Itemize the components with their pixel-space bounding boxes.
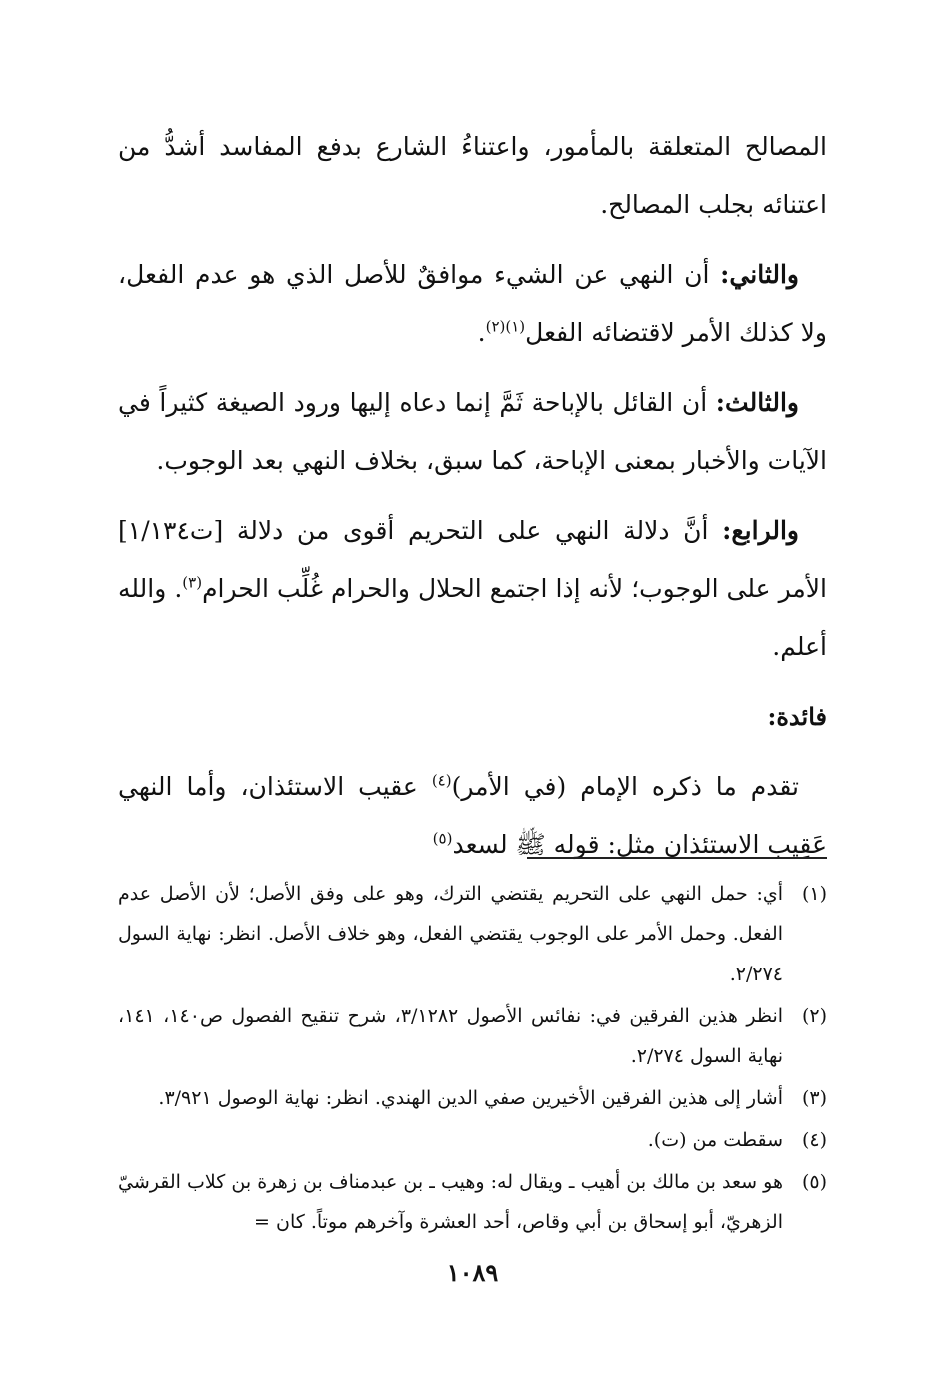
footnote-number: (٣) xyxy=(801,1087,827,1109)
footnote-text: أشار إلى هذين الفرقين الأخيرين صفي الدين الهندي. انظر: نهاية الوصول ٣/٩٢١. xyxy=(158,1087,783,1109)
paragraph-1 xyxy=(118,118,827,234)
footnotes xyxy=(118,874,827,1244)
footnote-ref-2[interactable]: (٢) xyxy=(485,317,506,336)
paragraph-2-lead: والثاني: xyxy=(720,260,799,289)
footnote-number: (٢) xyxy=(801,1005,827,1027)
paragraph-4-tail: . والله أعلم. xyxy=(118,574,827,661)
footnote-ref-1[interactable]: (١) xyxy=(505,317,526,336)
paragraph-5-text-b: عقيب الاستئذان، وأما النهي عَقِيب الاستئذان مثل: قوله ﷺ لسعد xyxy=(118,772,827,859)
paragraph-3-text: أن القائل بالإباحة ثَمَّ إنما دعاه إليها ورود الصيغة كثيراً في الآيات والأخبار بمعنى الإباحة، كما سبق، بخلاف النهي بعد الوجوب. xyxy=(118,388,827,475)
paragraph-5-text-a: تقدم ما ذكره الإمام (في الأمر) xyxy=(451,772,799,801)
footnote-text: أي: حمل النهي على التحريم يقتضي الترك، وهو على وفق الأصل؛ لأن الأصل عدم الفعل. وحمل الأمر على الوجوب يقتضي الفعل، وهو خلاف الأصل. انظر: نهاية السول ٢/٢٧٤. xyxy=(118,883,783,985)
page-number: ١٠٨٩ xyxy=(446,1258,499,1287)
footnote-number: (١) xyxy=(801,883,827,905)
footnote-4 xyxy=(118,1120,827,1160)
footnote-text: انظر هذين الفرقين في: نفائس الأصول ٣/١٢٨٢، شرح تنقيح الفصول ص١٤٠، ١٤١، نهاية السول ٢/٢٧٤. xyxy=(118,1005,784,1067)
paragraph-1-text: المصالح المتعلقة بالمأمور، واعتناءُ الشارع بدفع المفاسد أشدُّ من اعتنائه بجلب المصالح. xyxy=(118,132,827,219)
paragraph-4-lead: والرابع: xyxy=(722,516,799,545)
footnote-ref-5[interactable]: (٥) xyxy=(432,829,453,848)
paragraph-4 xyxy=(118,502,827,676)
paragraph-2-tail: . xyxy=(477,318,486,347)
footnote-ref-4[interactable]: (٤) xyxy=(431,771,452,790)
book-page xyxy=(118,0,827,1375)
footnote-1 xyxy=(118,874,827,994)
footnote-text: سقطت من (ت). xyxy=(647,1129,783,1151)
footnote-5 xyxy=(118,1162,827,1242)
footnote-number: (٤) xyxy=(801,1129,827,1151)
footnote-2 xyxy=(118,996,827,1076)
paragraph-3 xyxy=(118,374,827,490)
footnote-ref-3[interactable]: (٣) xyxy=(182,573,203,592)
heading-text: فائدة: xyxy=(767,702,827,731)
paragraph-4-text: أنَّ دلالة النهي على التحريم أقوى من دلالة [ت١/١٣٤] الأمر على الوجوب؛ لأنه إذا اجتمع الحلال والحرام غُلِّب الحرام xyxy=(118,516,827,603)
footnote-text: هو سعد بن مالك بن أهيب ـ ويقال له: وهيب ـ بن عبدمناف بن زهرة بن كلاب القرشيّ الزهريّ، أبو إسحاق بن أبي وقاص، أحد العشرة وآخرهم موتاً. كان = xyxy=(118,1171,783,1233)
paragraph-2-text: أن النهي عن الشيء موافقٌ للأصل الذي هو عدم الفعل، ولا كذلك الأمر لاقتضائه الفعل xyxy=(118,260,827,347)
footnote-number: (٥) xyxy=(801,1171,827,1193)
footnote-3 xyxy=(118,1078,827,1118)
paragraph-3-lead: والثالث: xyxy=(715,388,799,417)
main-text xyxy=(118,118,827,886)
section-heading xyxy=(118,688,827,746)
paragraph-2 xyxy=(118,246,827,362)
footnote-separator xyxy=(527,857,827,859)
